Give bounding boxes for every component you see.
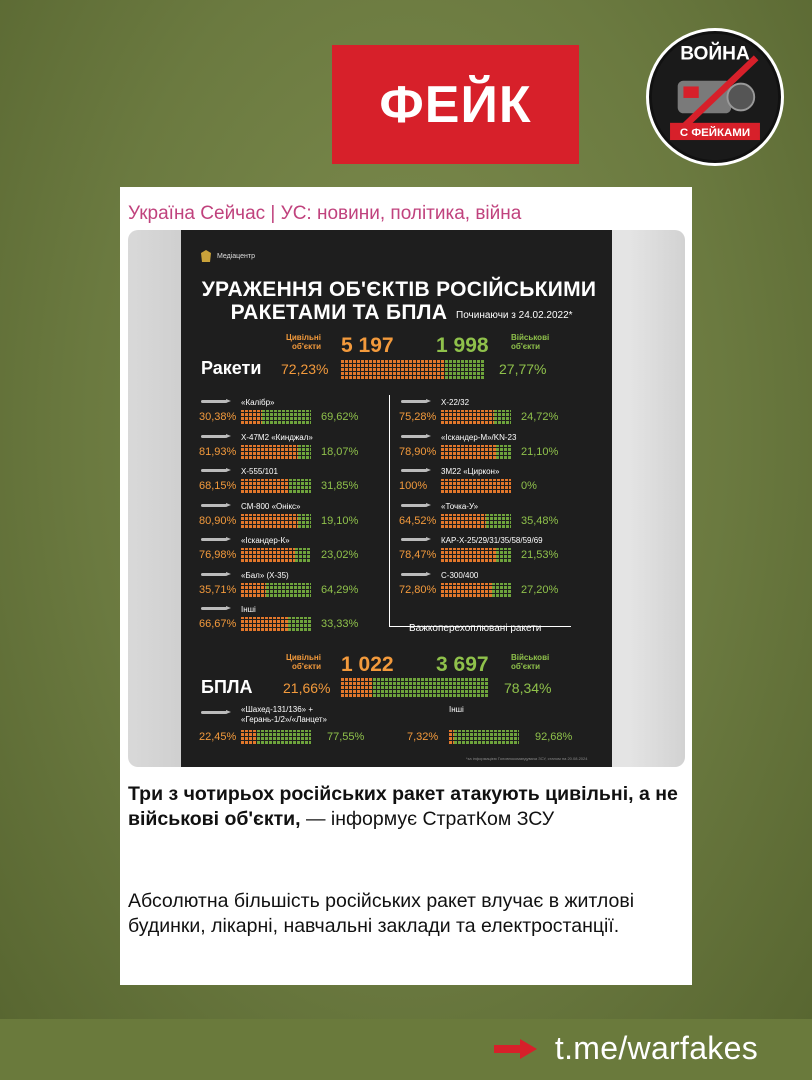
rockets-military-count: 1 998 <box>436 334 489 357</box>
title-line-2: РАКЕТАМИ ТА БПЛА <box>230 301 448 324</box>
bar-military-segment <box>445 359 485 379</box>
rocket-military-pct: 35,48% <box>521 514 559 527</box>
channel-link[interactable] <box>494 1030 758 1067</box>
rocket-military-pct: 31,85% <box>321 480 359 492</box>
bar-military-segment <box>454 730 519 744</box>
emblem-icon <box>201 250 211 262</box>
post-card <box>120 187 692 985</box>
rocket-military-pct: 0% <box>521 480 537 492</box>
infographic <box>181 230 612 767</box>
rocket-name: Х-47М2 «Кинджал» <box>241 432 313 442</box>
missile-icon <box>401 504 427 507</box>
rocket-name: Х-22/32 <box>441 398 470 407</box>
missile-icon <box>401 400 427 403</box>
missile-icon <box>401 435 427 438</box>
missile-icon <box>201 400 227 403</box>
bar-civil-segment <box>241 730 257 744</box>
rocket-bar <box>441 548 511 562</box>
missile-icon <box>201 607 227 610</box>
bar-civil-segment <box>241 583 266 597</box>
bar-military-segment <box>298 445 311 459</box>
rocket-bar <box>241 479 311 493</box>
rocket-bar <box>241 410 311 424</box>
civil-label-rockets: Цивільні об'єкти <box>286 333 321 351</box>
military-label-uav: Військові об'єкти <box>511 653 550 671</box>
fake-stamp-label: ФЕЙК <box>379 75 532 134</box>
bar-military-segment <box>486 514 511 528</box>
missile-icon <box>201 469 227 472</box>
rocket-bar <box>241 445 311 459</box>
bar-civil-segment <box>241 445 298 459</box>
logo-top-text: ВОЙНА <box>680 43 750 65</box>
rocket-name: Х-555/101 <box>241 467 278 476</box>
title-line-1: УРАЖЕННЯ ОБ'ЄКТІВ РОСІЙСЬКИМИ <box>201 278 597 301</box>
uav-military-pct: 92,68% <box>535 731 573 743</box>
rockets-bar <box>341 359 485 379</box>
bar-civil-segment <box>441 583 492 597</box>
rocket-civil-pct: 66,67% <box>199 618 237 630</box>
missile-icon <box>401 469 427 472</box>
rocket-military-pct: 27,20% <box>521 583 559 596</box>
rockets-civil-count: 5 197 <box>341 334 394 357</box>
rocket-bar <box>441 445 511 459</box>
missile-icon <box>201 435 227 438</box>
bar-military-segment <box>496 445 511 459</box>
uav-name-line2: «Герань-1/2»/«Ланцет» <box>241 715 327 724</box>
missile-icon <box>401 538 427 541</box>
rockets-military-pct: 27,77% <box>499 361 547 377</box>
rocket-name: С-300/400 <box>441 570 479 580</box>
caption-bold: Три з чотирьох російських ракет атакують цивільні, а не військові об'єкти, <box>128 783 678 830</box>
missile-icon <box>201 538 227 541</box>
uav-row-bar <box>241 730 311 744</box>
rocket-name: СМ-800 «Онікс» <box>241 501 301 511</box>
drone-icon <box>201 711 227 714</box>
channel-name[interactable]: Україна Сейчас | УС: новини, політика, війна <box>128 203 522 224</box>
bar-civil-segment <box>241 548 295 562</box>
uav-military-count: 3 697 <box>436 653 489 676</box>
rocket-name: КАР-Х-25/29/31/35/58/59/69 <box>441 536 543 545</box>
bar-military-segment <box>257 730 311 744</box>
civil-label-uav: Цивільні об'єкти <box>286 653 321 671</box>
rocket-civil-pct: 100% <box>399 480 428 492</box>
rocket-bar <box>441 583 511 597</box>
bar-civil-segment <box>341 677 373 697</box>
rocket-bar <box>441 410 511 424</box>
rocket-name: «Калібр» <box>241 398 275 407</box>
bar-military-segment <box>295 548 311 562</box>
bar-civil-segment <box>241 410 262 424</box>
bar-military-segment <box>494 410 511 424</box>
rocket-military-pct: 18,07% <box>321 445 359 458</box>
caption-rest: — інформує СтратКом ЗСУ <box>300 808 555 830</box>
bar-civil-segment <box>441 548 496 562</box>
bar-civil-segment <box>441 514 486 528</box>
uav-military-pct: 77,55% <box>327 731 365 743</box>
rocket-bar <box>241 548 311 562</box>
rocket-military-pct: 23,02% <box>321 549 359 561</box>
uav-civil-pct: 21,66% <box>283 680 331 696</box>
bar-military-segment <box>298 514 311 528</box>
brand-label: Медіацентр <box>217 252 255 260</box>
bar-civil-segment <box>441 479 511 493</box>
missile-icon <box>201 504 227 507</box>
rocket-bar <box>241 514 311 528</box>
rocket-civil-pct: 30,38% <box>199 411 237 423</box>
rocket-civil-pct: 78,47% <box>399 549 437 561</box>
rocket-civil-pct: 80,90% <box>199 514 237 527</box>
post-body: Абсолютна більшість російських ракет влучає в житлові будинки, лікарні, навчальні заклади та електростанції. <box>128 890 635 937</box>
rocket-civil-pct: 81,93% <box>199 445 237 458</box>
rocket-military-pct: 33,33% <box>321 618 359 630</box>
bar-military-segment <box>288 617 311 631</box>
bar-civil-segment <box>241 617 288 631</box>
since-date: Починаючи з 24.02.2022* <box>456 310 573 321</box>
rocket-bar <box>241 583 311 597</box>
uav-name-line1: «Шахед-131/136» + <box>241 705 314 714</box>
rocket-military-pct: 64,29% <box>321 583 359 596</box>
logo-bottom-text: С ФЕЙКАМИ <box>679 127 751 140</box>
post-caption <box>128 782 684 832</box>
military-label-rockets: Військові об'єкти <box>511 333 550 351</box>
rocket-military-pct: 24,72% <box>521 411 559 423</box>
rocket-military-pct: 21,10% <box>521 445 559 458</box>
rocket-civil-pct: 78,90% <box>399 445 437 458</box>
rocket-civil-pct: 35,71% <box>199 583 237 596</box>
rocket-name: «Іскандер-К» <box>241 536 290 545</box>
uav-bar <box>341 677 489 697</box>
logo-graphic <box>649 31 781 163</box>
bar-military-segment <box>496 548 511 562</box>
uav-civil-pct: 22,45% <box>199 731 237 743</box>
rocket-name: 3М22 «Циркон» <box>441 467 500 476</box>
uav-military-pct: 78,34% <box>504 680 552 696</box>
bar-civil-segment <box>241 514 298 528</box>
rocket-bar <box>441 479 511 493</box>
rocket-civil-pct: 75,28% <box>399 411 437 423</box>
rocket-name: «Бал» (Х-35) <box>241 570 289 580</box>
mediacenter-brand <box>201 250 255 262</box>
bar-civil-segment <box>441 410 494 424</box>
bar-civil-segment <box>441 445 496 459</box>
uav-civil-pct: 7,32% <box>407 731 439 743</box>
rockets-civil-pct: 72,23% <box>281 361 329 377</box>
rocket-military-pct: 21,53% <box>521 549 559 561</box>
fake-stamp <box>332 45 579 164</box>
rocket-civil-pct: 72,80% <box>399 583 437 596</box>
bar-military-segment <box>492 583 511 597</box>
bar-military-segment <box>266 583 311 597</box>
hard-to-intercept-label: Важкоперехоплювані ракети <box>409 623 542 634</box>
rocket-name: Інші <box>241 605 256 614</box>
bar-military-segment <box>373 677 489 697</box>
rocket-civil-pct: 64,52% <box>399 514 437 527</box>
rocket-civil-pct: 76,98% <box>199 549 237 561</box>
missile-icon <box>401 573 427 576</box>
uav-name-line1: Інші <box>449 705 464 714</box>
rocket-name: «Іскандер-М»/KN-23 <box>441 432 517 442</box>
rocket-bar <box>441 514 511 528</box>
post-image[interactable] <box>128 230 685 767</box>
bar-civil-segment <box>341 359 445 379</box>
war-on-fakes-logo <box>646 28 784 166</box>
channel-link-text[interactable]: t.me/warfakes <box>554 1030 758 1066</box>
footnote: *за інформацією Головнокомандувача ЗСУ, станом на 20.08.2024 <box>466 756 588 761</box>
rocket-civil-pct: 68,15% <box>199 480 237 492</box>
bar-military-segment <box>262 410 311 424</box>
bar-military-segment <box>289 479 311 493</box>
bar-civil-segment <box>241 479 289 493</box>
uav-row-bar <box>449 730 519 744</box>
uav-civil-count: 1 022 <box>341 653 394 676</box>
arrow-right-icon <box>494 1039 537 1059</box>
uav-label: БПЛА <box>201 677 253 697</box>
rockets-label: Ракети <box>201 358 262 378</box>
missile-icon <box>201 573 227 576</box>
rocket-military-pct: 19,10% <box>321 514 359 527</box>
rocket-military-pct: 69,62% <box>321 411 359 423</box>
rocket-name: «Точка-У» <box>441 501 479 511</box>
rocket-bar <box>241 617 311 631</box>
